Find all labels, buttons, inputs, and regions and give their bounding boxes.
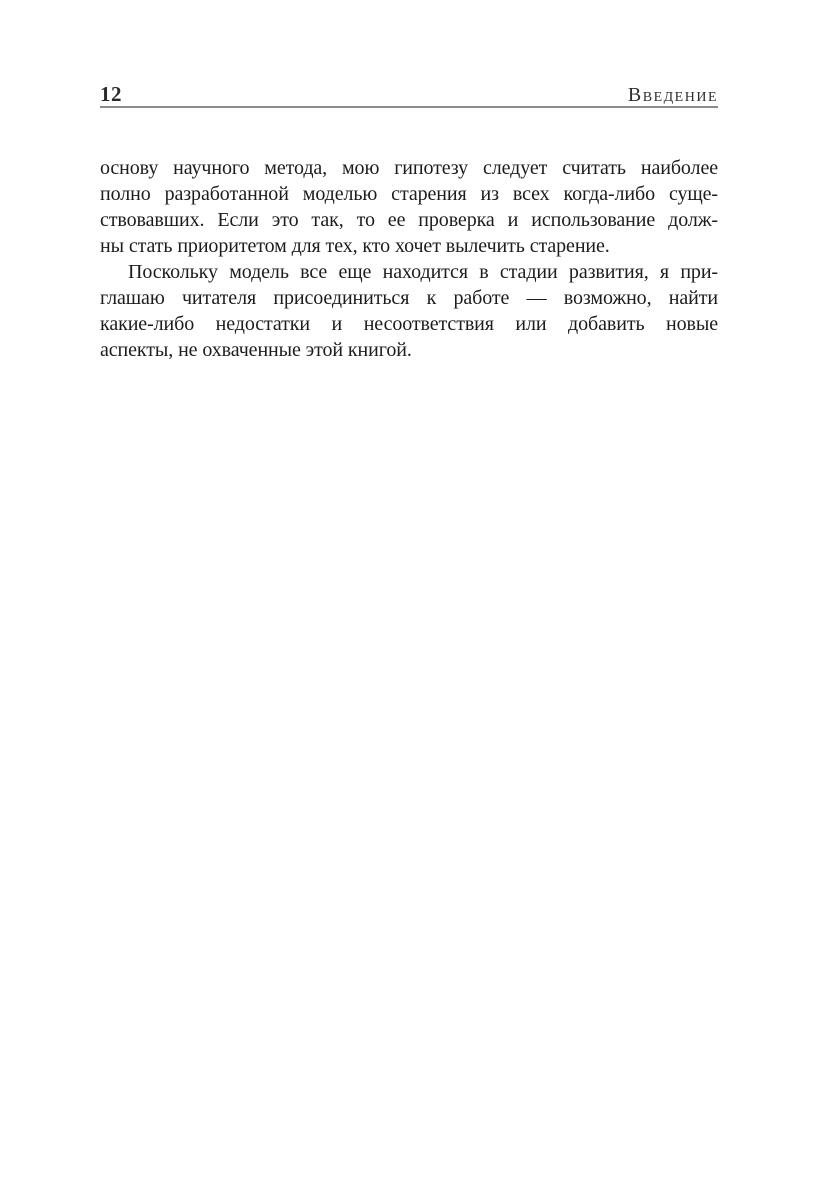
page-number: 12 xyxy=(100,82,122,106)
text-line: основу научного метода, мою гипотезу следует считать наиболее xyxy=(100,157,718,179)
text-line: ны стать приоритетом для тех, кто хочет вылечить старение. xyxy=(100,235,610,257)
paragraph-1 xyxy=(100,155,718,259)
page-header xyxy=(100,82,718,107)
text-line: аспекты, не охваченные этой книгой. xyxy=(100,339,412,361)
text-line: ствовавших. Если это так, то ее проверка и использование долж- xyxy=(100,209,718,231)
running-head-section-title: Введение xyxy=(627,84,718,106)
text-line: какие-либо недостатки и несоответствия или добавить новые xyxy=(100,313,718,335)
body-text xyxy=(100,155,718,363)
header-rule xyxy=(100,106,718,108)
text-line: глашаю читателя присоединиться к работе — возможно, найти xyxy=(100,287,718,309)
paragraph-2 xyxy=(100,259,718,363)
text-line: Поскольку модель все еще находится в стадии развития, я при- xyxy=(128,261,718,283)
text-line: полно разработанной моделью старения из всех когда-либо суще- xyxy=(100,183,718,205)
